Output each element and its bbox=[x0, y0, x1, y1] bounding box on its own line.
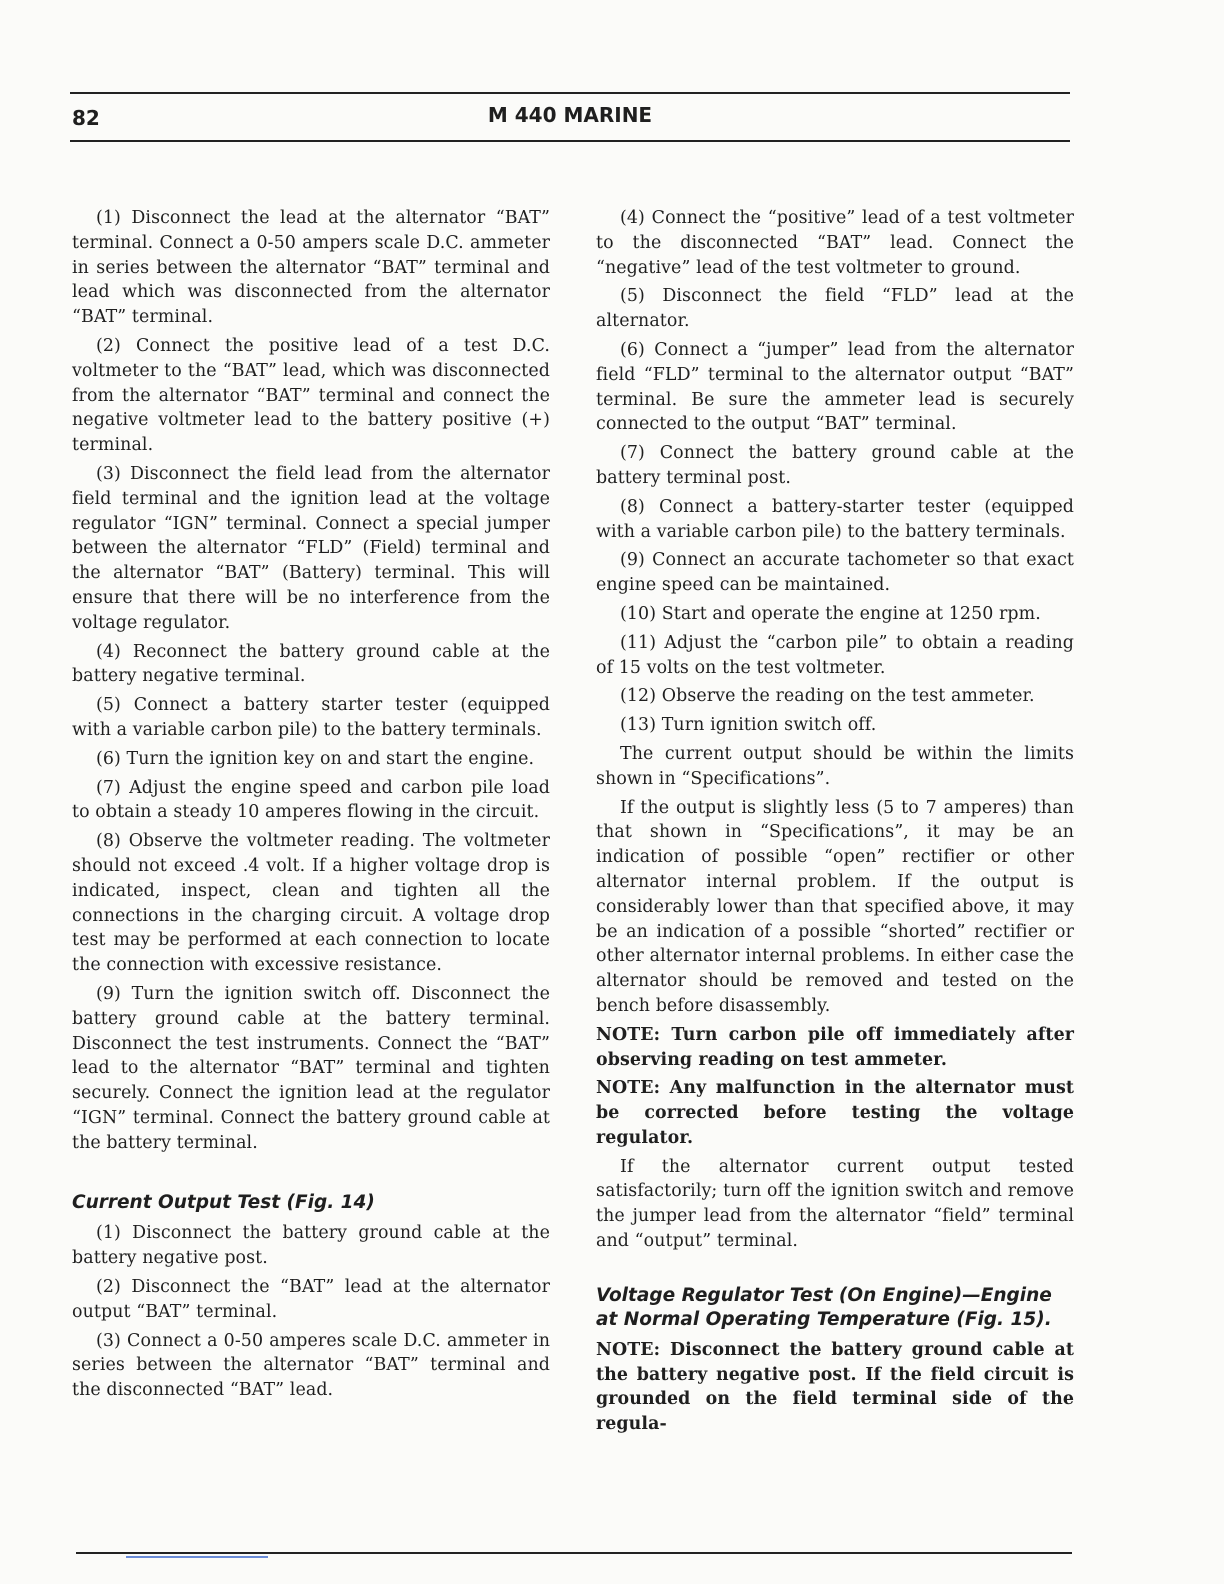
section-heading-voltage-regulator: Voltage Regulator Test (On Engine)—Engine at Normal Operating Temperature (Fig. 15). bbox=[596, 1284, 1052, 1330]
paragraph: (1) Disconnect the lead at the alternator “BAT” terminal. Connect a 0-50 ampers scale D.C. ammeter in series between the alternator “BAT” terminal and lead which was disconnected from the alternator “BAT” terminal. bbox=[72, 208, 550, 328]
paragraph: (11) Adjust the “carbon pile” to obtain a reading of 15 volts on the test voltmeter. bbox=[596, 632, 1074, 678]
left-column bbox=[72, 206, 550, 1407]
section-heading-current-output: Current Output Test (Fig. 14) bbox=[72, 1192, 375, 1214]
paragraph: (8) Observe the voltmeter reading. The voltmeter should not exceed .4 volt. If a higher voltage drop is indicated, inspect, clean and tighten all the connections in the charging circuit. A voltage drop test may be performed at each connection to locate the connection with excessive resistance. bbox=[72, 831, 550, 976]
paragraph: (3) Connect a 0-50 amperes scale D.C. ammeter in series between the alternator “BAT” terminal and the disconnected “BAT” lead. bbox=[72, 1330, 550, 1401]
page-number: 82 bbox=[72, 106, 100, 130]
paragraph: (9) Turn the ignition switch off. Disconnect the battery ground cable at the battery terminal. Disconnect the test instruments. Connect the “BAT” lead to the alternator “BAT” terminal and tighten securely. Connect the ignition lead at the regulator “IGN” terminal. Connect the battery ground cable at the battery terminal. bbox=[72, 983, 550, 1153]
paragraph: (7) Connect the battery ground cable at the battery terminal post. bbox=[596, 443, 1074, 488]
paragraph: (6) Connect a “jumper” lead from the alternator field “FLD” terminal to the alternator output “BAT” terminal. Be sure the ammeter lead is securely connected to the output “BAT” terminal. bbox=[596, 339, 1074, 435]
note-disconnect-ground: NOTE: Disconnect the battery ground cable at the battery negative post. If the field circuit is grounded on the field terminal side of the regula- bbox=[596, 1339, 1074, 1435]
paragraph: (3) Disconnect the field lead from the alternator field terminal and the ignition lead at the voltage regulator “IGN” terminal. Connect a special jumper between the alternator “FLD” (Field) terminal and the alternator “BAT” (Battery) terminal. This will ensure that there will be no interference from the voltage regulator. bbox=[72, 463, 550, 633]
right-column bbox=[596, 206, 1074, 1441]
running-title: M 440 MARINE bbox=[487, 103, 653, 127]
paragraph: (4) Connect the “positive” lead of a test voltmeter to the disconnected “BAT” lead. Connect the “negative” lead of the test voltmeter to ground. bbox=[596, 208, 1074, 278]
paragraph: (13) Turn ignition switch off. bbox=[620, 715, 877, 736]
footer-rule bbox=[76, 1552, 1072, 1554]
footer-mark bbox=[126, 1556, 268, 1558]
paragraph: (2) Disconnect the “BAT” lead at the alternator output “BAT” terminal. bbox=[72, 1277, 550, 1322]
paragraph: (9) Connect an accurate tachometer so that exact engine speed can be maintained. bbox=[596, 550, 1074, 596]
paragraph: (1) Disconnect the battery ground cable at the battery negative post. bbox=[72, 1223, 550, 1269]
paragraph: (5) Disconnect the field “FLD” lead at the alternator. bbox=[596, 286, 1074, 332]
paragraph: If the alternator current output tested satisfactorily; turn off the ignition switch and remove the jumper lead from the alternator “field” terminal and “output” terminal. bbox=[596, 1156, 1074, 1252]
paragraph: (4) Reconnect the battery ground cable at the battery negative terminal. bbox=[72, 641, 550, 687]
paragraph: (12) Observe the reading on the test ammeter. bbox=[620, 686, 1035, 707]
paragraph: (8) Connect a battery-starter tester (equipped with a variable carbon pile) to the battery terminals. bbox=[596, 496, 1074, 542]
paragraph: (5) Connect a battery starter tester (equipped with a variable carbon pile) to the battery terminals. bbox=[72, 695, 550, 740]
paragraph: The current output should be within the limits shown in “Specifications”. bbox=[596, 743, 1074, 789]
paragraph: If the output is slightly less (5 to 7 amperes) than that shown in “Specifications”, it may be an indication of possible “open” rectifier or other alternator internal problem. If the output is considerably lower than that specified above, it may be an indication of a possible “shorted” rectifier or other alternator internal problems. In either case the alternator should be removed and tested on the bench before disassembly. bbox=[596, 797, 1074, 1016]
note-malfunction: NOTE: Any malfunction in the alternator must be corrected before testing the voltage regulator. bbox=[596, 1078, 1074, 1148]
paragraph: (6) Turn the ignition key on and start the engine. bbox=[96, 748, 535, 769]
page-header bbox=[70, 92, 1070, 142]
paragraph: (10) Start and operate the engine at 1250 rpm. bbox=[620, 603, 1041, 624]
paragraph: (2) Connect the positive lead of a test D.C. voltmeter to the “BAT” lead, which was disconnected from the alternator “BAT” terminal and connect the negative voltmeter lead to the battery positive (+) terminal. bbox=[72, 335, 550, 456]
paragraph: (7) Adjust the engine speed and carbon pile load to obtain a steady 10 amperes flowing in the circuit. bbox=[72, 777, 550, 823]
note-carbon-pile: NOTE: Turn carbon pile off immediately after observing reading on test ammeter. bbox=[596, 1024, 1074, 1070]
